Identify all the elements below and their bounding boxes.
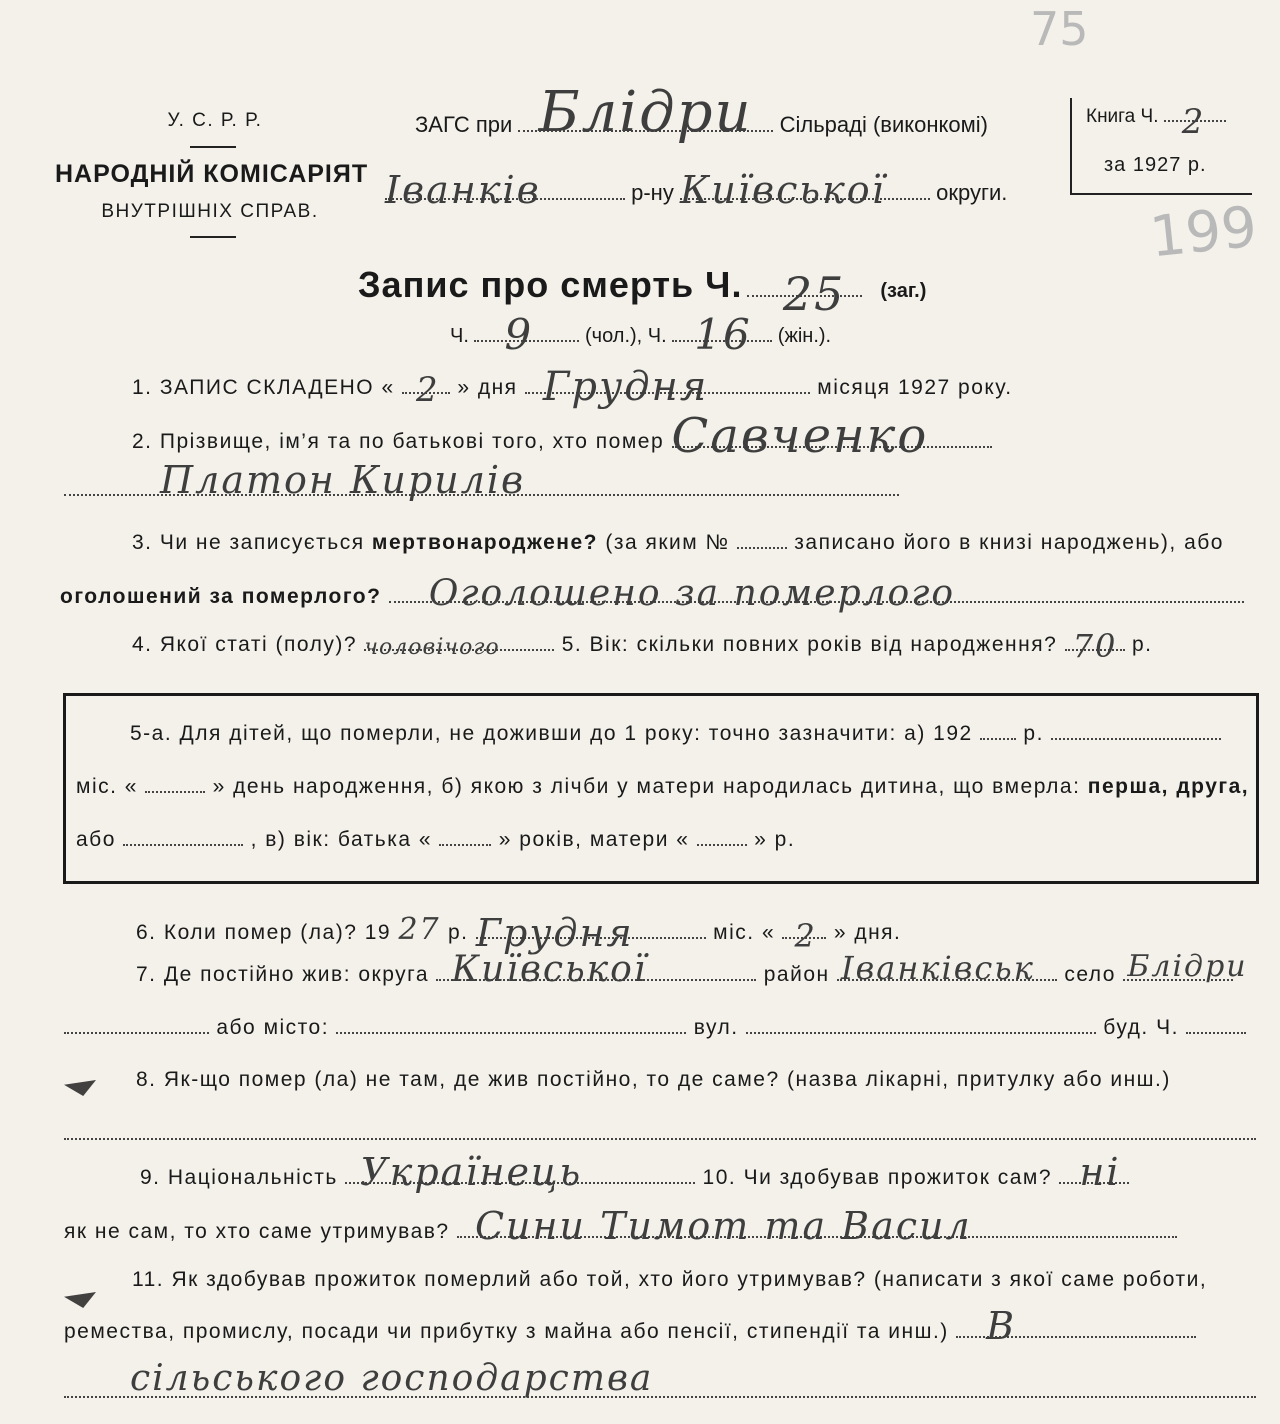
q7-street-label: вул.: [693, 1016, 739, 1039]
header-divider: [190, 146, 236, 148]
q7-district-handwriting: Іванківськ: [840, 949, 1035, 987]
q5a-line3-d: » р.: [754, 828, 796, 851]
q10-support-line: [64, 1204, 1177, 1248]
q3-label-c: записано його в книзі народжень), або: [794, 531, 1224, 554]
q8-answer-line: [64, 1138, 1256, 1140]
q4-label: 4. Якої статі (полу)?: [132, 633, 358, 656]
republic-label: У. С. Р. Р.: [167, 110, 263, 131]
q11-line2-text: ремества, промислу, посади чи прибутку з майна або пенсії, стипендії та инш.): [64, 1320, 949, 1343]
department-label: ВНУТРІШНІХ СПРАВ.: [101, 201, 319, 222]
q6-line: [136, 911, 902, 955]
q9-label: 9. Національність: [140, 1166, 338, 1189]
q7-line: [136, 949, 1248, 990]
q5a-line2-bold: перша, друга,: [1087, 775, 1250, 798]
record-title-line: [358, 264, 927, 321]
q11-line1: 11. Як здобував прожиток померлий або той, хто його утримував? (написати з якої саме роботи,: [132, 1268, 1208, 1291]
commissariat-title: НАРОДНІЙ КОМІСАРІЯТ: [55, 160, 369, 188]
q3-stillborn: мертвонароджене?: [371, 531, 598, 554]
q2-label: 2. Прізвище, ім’я та по батькові того, хто помер: [132, 430, 665, 453]
q6-label: 6. Коли помер (ла)? 19: [136, 921, 392, 944]
q11-answer-a-handwriting: В: [986, 1304, 1017, 1348]
q7-village-handwriting: Блідри: [1127, 949, 1248, 984]
book-year: за 1927 р.: [1104, 154, 1207, 176]
q1-label: 1. ЗАПИС СКЛАДЕНО «: [132, 376, 395, 399]
record-title-suffix: (заг.): [880, 280, 927, 302]
female-count-handwriting: 16: [694, 310, 752, 359]
q6-year-handwriting: 27: [398, 912, 441, 947]
q7-okruha-handwriting: Київської: [451, 949, 648, 990]
q4-line: [132, 627, 1153, 665]
q6-month-suffix: міс. «: [713, 921, 776, 944]
q5a-line2: [76, 775, 1249, 799]
q5a-line2-a: міс. «: [76, 775, 138, 798]
male-count-suffix: (чол.), Ч.: [585, 325, 667, 347]
district-suffix: р-ну: [631, 180, 674, 205]
binding-mark-1: [64, 1080, 96, 1096]
q4-answer-handwriting: чоловічого: [364, 635, 500, 660]
q6-day-suffix: » дня.: [833, 921, 902, 944]
q3-declared: оголошений за померлого?: [60, 585, 382, 608]
q1-month-handwriting: Грудня: [542, 364, 709, 410]
q11-answer-b-handwriting: сільського господарства: [130, 1358, 654, 1399]
q6-day-handwriting: 2: [794, 917, 817, 955]
q3-number-field: [737, 547, 787, 549]
record-title: Запис про смерть Ч.: [358, 264, 743, 305]
record-number-handwriting: 25: [782, 267, 846, 321]
gender-count-line: [450, 310, 832, 359]
q10-support-handwriting: Сини Тимот та Васил: [474, 1204, 972, 1248]
q5a-line3-a: або: [76, 828, 116, 851]
q5a-line3: [76, 828, 795, 852]
q1-day-suffix: » дня: [457, 376, 518, 399]
q3-declared-line: [60, 573, 1244, 614]
q1-suffix: місяця 1927 року.: [817, 376, 1013, 399]
q10-answer-handwriting: ні: [1079, 1150, 1121, 1194]
district-handwriting: Іванків: [385, 168, 541, 212]
council-suffix: Сільраді (виконкомі): [779, 112, 988, 137]
village-handwriting: Блідри: [538, 80, 753, 145]
q1-day-handwriting: 2: [415, 370, 440, 410]
q3-label-b: (за яким №: [605, 531, 730, 554]
book-label-line: [1086, 102, 1226, 142]
q2-surname-handwriting: Савченко: [671, 408, 929, 464]
q7-district-label: район: [763, 963, 830, 986]
q5a-line3-c: » років, матери «: [498, 828, 690, 851]
q7-village-label: село: [1064, 963, 1116, 986]
q5-label: 5. Вік: скільки повних років від народження?: [561, 633, 1058, 656]
female-count-suffix: (жін.).: [777, 325, 832, 347]
male-count-handwriting: 9: [504, 310, 534, 359]
q5-age-handwriting: 70: [1072, 627, 1118, 665]
registry-line: [415, 80, 988, 145]
book-number-handwriting: 2: [1181, 102, 1206, 142]
q5a-line1-end: р.: [1023, 722, 1044, 745]
q5-age-suffix: р.: [1131, 633, 1153, 656]
q10-label: 10. Чи здобував прожиток сам?: [702, 1166, 1053, 1189]
book-label: Книга Ч.: [1086, 106, 1159, 127]
q6-year-suffix: р.: [447, 921, 469, 944]
zags-prefix: ЗАГС при: [415, 112, 513, 137]
q7-city-label: або місто:: [216, 1016, 330, 1039]
q5a-line1-text: 5-а. Для дітей, що померли, не доживши до 1 року: точно зазначити: а) 192: [130, 722, 973, 745]
binding-mark-2: [64, 1292, 96, 1308]
q11-line2: [64, 1304, 1196, 1348]
q2-line: [132, 408, 992, 464]
pencil-mark-top: 75: [1030, 2, 1089, 56]
q3-line: [132, 531, 1224, 555]
q7-label: 7. Де постійно жив: округа: [136, 963, 430, 986]
q5a-line2-b: » день народження, б) якою з лічби у матери народилась дитина, що вмерла:: [212, 775, 1081, 798]
q8-label: 8. Як-що помер (ла) не там, де жив постійно, то де саме? (назва лікарні, притулку або инш.): [136, 1068, 1171, 1091]
q7-house-label: буд. Ч.: [1103, 1016, 1179, 1039]
okruha-handwriting: Київської: [679, 168, 886, 212]
q1-line: [132, 364, 1013, 410]
q5a-line1: [130, 722, 1221, 746]
district-line: [385, 168, 1008, 212]
q9-line: [140, 1150, 1129, 1194]
okruha-suffix: округи.: [936, 180, 1008, 205]
q3-answer-handwriting: Оголошено за померлого: [428, 573, 956, 614]
pencil-mark-side: 199: [1146, 194, 1260, 271]
q3-label-a: 3. Чи не записується: [132, 531, 365, 554]
q5a-line3-b: , в) вік: батька «: [250, 828, 433, 851]
male-count-prefix: Ч.: [450, 325, 469, 347]
q7-city-line: [64, 1016, 1246, 1040]
header-divider-bottom: [190, 236, 236, 238]
q10-support-label: як не сам, то хто саме утримував?: [64, 1220, 450, 1243]
q9-answer-handwriting: Українець: [360, 1150, 583, 1194]
q2-name-handwriting: Платон Кирилів: [160, 458, 526, 502]
q6-month-handwriting: Грудня: [475, 911, 634, 955]
